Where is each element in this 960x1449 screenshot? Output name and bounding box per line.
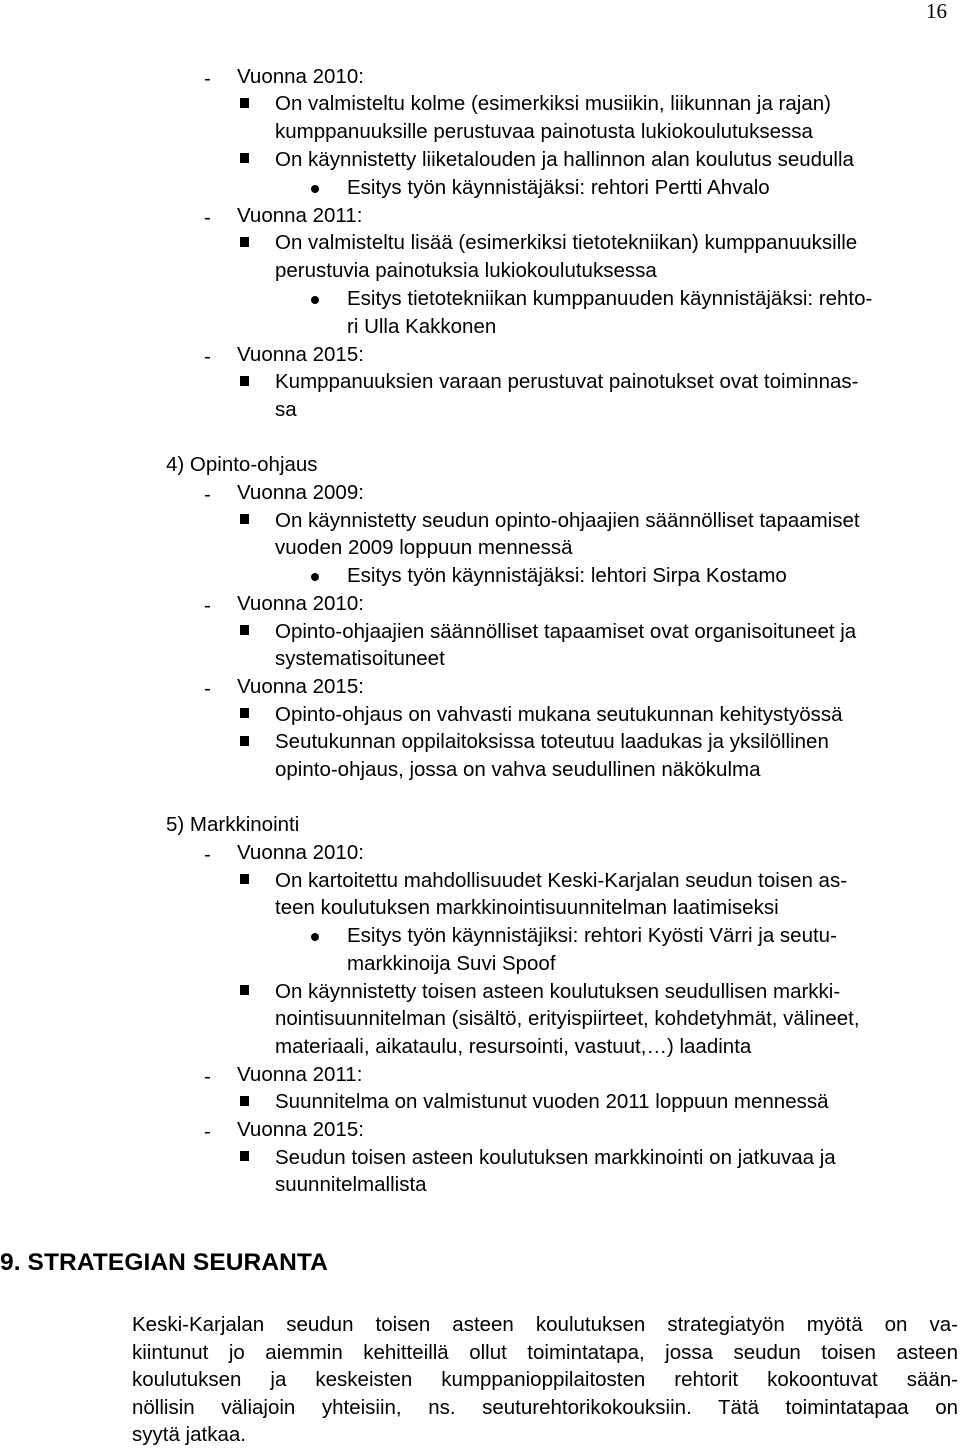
square-bullet-icon [240, 237, 249, 247]
list-item-continuation: materiaali, aikataulu, resursointi, vastuut,…) laadinta [275, 1035, 752, 1058]
dash-marker: - [204, 677, 211, 700]
list-item-continuation: nointisuunnitelman (sisältö, erityispiirteet, kohdetyhmät, välineet, [275, 1007, 860, 1030]
year-heading: Vuonna 2015: [237, 1118, 364, 1141]
round-bullet-icon [311, 185, 319, 193]
year-heading: Vuonna 2010: [237, 841, 364, 864]
list-item: Suunnitelma on valmistunut vuoden 2011 loppuun mennessä [275, 1090, 829, 1113]
list-item: On käynnistetty liiketalouden ja hallinnon alan koulutus seudulla [275, 148, 854, 171]
sub-list-item-continuation: ri Ulla Kakkonen [347, 315, 497, 338]
sub-list-item: Esitys työn käynnistäjäksi: lehtori Sirpa Kostamo [347, 564, 787, 587]
square-bullet-icon [240, 985, 249, 995]
dash-marker: - [204, 1065, 211, 1088]
round-bullet-icon [311, 573, 319, 581]
year-heading: Vuonna 2009: [237, 481, 364, 504]
square-bullet-icon [240, 708, 249, 718]
list-item-continuation: vuoden 2009 loppuun mennessä [275, 536, 573, 559]
sub-list-item: Esitys työn käynnistäjiksi: rehtori Kyösti Värri ja seutu- [347, 924, 837, 947]
square-bullet-icon [240, 98, 249, 108]
dash-marker: - [204, 67, 211, 90]
section-paragraph [132, 1311, 958, 1449]
sub-list-item: Esitys tietotekniikan kumppanuuden käynnistäjäksi: rehto- [347, 287, 873, 310]
square-bullet-icon [240, 736, 249, 746]
square-bullet-icon [240, 625, 249, 635]
dash-marker: - [204, 206, 211, 229]
sub-list-item-continuation: markkinoija Suvi Spoof [347, 952, 556, 975]
list-item: On kartoitettu mahdollisuudet Keski-Karjalan seudun toisen as- [275, 869, 848, 892]
year-heading: Vuonna 2010: [237, 65, 364, 88]
list-item-continuation: perustuvia painotuksia lukiokoulutuksessa [275, 259, 657, 282]
square-bullet-icon [240, 1096, 249, 1106]
list-item-continuation: sa [275, 398, 297, 421]
dash-marker: - [204, 843, 211, 866]
dash-marker: - [204, 483, 211, 506]
square-bullet-icon [240, 376, 249, 386]
list-item: Opinto-ohjaajien säännölliset tapaamiset ovat organisoituneet ja [275, 620, 857, 643]
dash-marker: - [204, 345, 211, 368]
square-bullet-icon [240, 874, 249, 884]
year-heading: Vuonna 2011: [237, 1063, 363, 1086]
year-heading: Vuonna 2015: [237, 343, 364, 366]
round-bullet-icon [311, 933, 319, 941]
paragraph-line: syytä jatkaa. [132, 1423, 246, 1446]
sub-list-item: Esitys työn käynnistäjäksi: rehtori Pertti Ahvalo [347, 176, 770, 199]
dash-marker: - [204, 1120, 211, 1143]
paragraph-line: nöllisin väliajoin yhteisiin, ns. seuturehtorikokouksiin. Tätä toimintatapaa on [132, 1395, 958, 1419]
list-item-continuation: suunnitelmallista [275, 1173, 427, 1196]
round-bullet-icon [311, 296, 319, 304]
list-item-continuation: opinto-ohjaus, jossa on vahva seudullinen näkökulma [275, 758, 761, 781]
list-item-continuation: systematisoituneet [275, 647, 445, 670]
list-item: On käynnistetty toisen asteen koulutuksen seudullisen markki- [275, 980, 841, 1003]
list-item: On valmisteltu kolme (esimerkiksi musiikin, liikunnan ja rajan) [275, 92, 831, 115]
list-item-continuation: kumppanuuksille perustuvaa painotusta lukiokoulutuksessa [275, 120, 813, 143]
square-bullet-icon [240, 153, 249, 163]
page-number: 16 [926, 0, 947, 23]
paragraph-line: kiintunut jo aiemmin kehitteillä ollut toimintatapa, jossa seudun toisen asteen [132, 1340, 958, 1364]
year-heading: Vuonna 2010: [237, 592, 364, 615]
list-item-continuation: teen koulutuksen markkinointisuunnitelman laatimiseksi [275, 896, 779, 919]
subsection-heading: 5) Markkinointi [166, 813, 300, 836]
square-bullet-icon [240, 1151, 249, 1161]
subsection-heading: 4) Opinto-ohjaus [166, 453, 318, 476]
list-item: Kumppanuuksien varaan perustuvat painotukset ovat toiminnas- [275, 370, 859, 393]
list-item: Opinto-ohjaus on vahvasti mukana seutukunnan kehitystyössä [275, 703, 843, 726]
list-item: Seutukunnan oppilaitoksissa toteutuu laadukas ja yksilöllinen [275, 730, 829, 753]
section-heading: 9. STRATEGIAN SEURANTA [0, 1249, 328, 1276]
year-heading: Vuonna 2015: [237, 675, 364, 698]
dash-marker: - [204, 594, 211, 617]
square-bullet-icon [240, 514, 249, 524]
year-heading: Vuonna 2011: [237, 204, 363, 227]
paragraph-line: koulutuksen ja keskeisten kumppanioppilaitosten rehtorit kokoontuvat sään- [132, 1368, 958, 1391]
paragraph-line: Keski-Karjalan seudun toisen asteen koulutuksen strategiatyön myötä on va- [132, 1313, 958, 1336]
list-item: On valmisteltu lisää (esimerkiksi tietotekniikan) kumppanuuksille [275, 231, 858, 254]
list-item: On käynnistetty seudun opinto-ohjaajien säännölliset tapaamiset [275, 509, 860, 532]
list-item: Seudun toisen asteen koulutuksen markkinointi on jatkuvaa ja [275, 1146, 836, 1169]
